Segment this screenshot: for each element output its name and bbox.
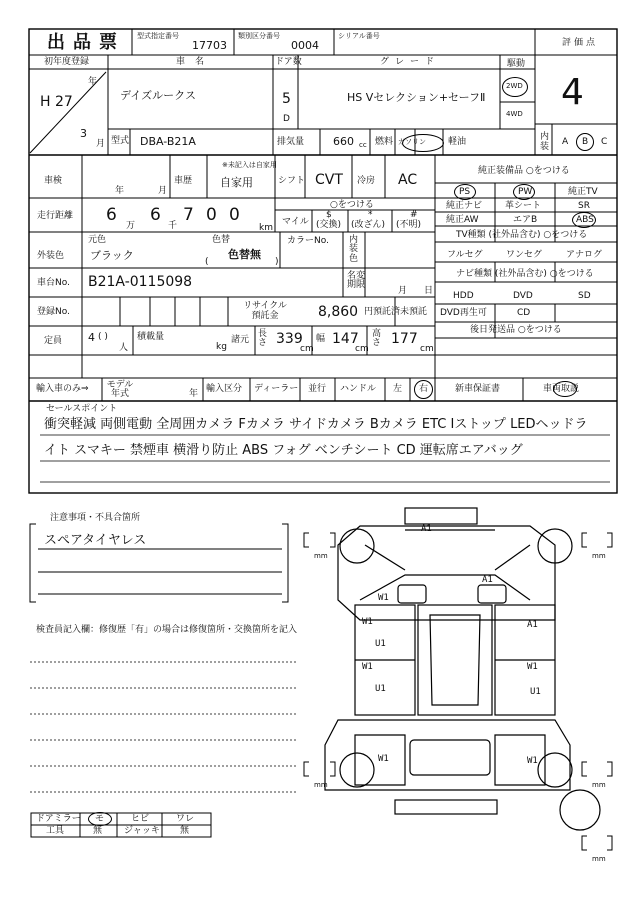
mileage-digit-1: 6 bbox=[106, 205, 117, 225]
recycle-unit: 円預託済 bbox=[364, 307, 401, 317]
width-cm: cm bbox=[355, 344, 369, 354]
navi-hdd: HDD bbox=[453, 291, 474, 301]
jack-none: 無 bbox=[180, 826, 190, 836]
cc-unit: cc bbox=[359, 141, 367, 149]
sales-line-1: 衝突軽減 両側電動 全周囲カメラ Fカメラ サイドカメラ Bカメラ ETC Iストップ LEDヘッドラ bbox=[44, 417, 588, 432]
orig-color-label: 元色 bbox=[88, 235, 107, 245]
km-unit: km bbox=[259, 223, 273, 233]
ac-label: 冷房 bbox=[357, 176, 376, 186]
drive-4wd: 4WD bbox=[506, 110, 523, 118]
equip-abs: ABS bbox=[576, 215, 594, 225]
capacity-person: 人 bbox=[119, 343, 129, 353]
mm-label-rl: mm bbox=[314, 781, 328, 789]
mileage-unit-sen: 千 bbox=[168, 221, 178, 231]
jack-label: ジャッキ bbox=[124, 826, 160, 836]
mark-w1-door-rl: W1 bbox=[362, 662, 373, 672]
car-name-label: 車名 bbox=[176, 57, 215, 67]
notes-line-1: スペアタイヤレス bbox=[44, 533, 147, 548]
equip-aw: 純正AW bbox=[446, 215, 479, 225]
selected-pw-circle bbox=[513, 184, 535, 200]
displacement: 660 bbox=[333, 135, 354, 148]
selected-handle-circle bbox=[414, 380, 433, 399]
history-value: 自家用 bbox=[220, 176, 253, 189]
mileage-digit-3: 7 bbox=[183, 205, 194, 225]
opt-unknown-sym: # bbox=[410, 210, 418, 220]
mark-u1-door-rr: U1 bbox=[530, 687, 541, 697]
mm-label-rr: mm bbox=[592, 781, 606, 789]
opt-exchange: (交換) bbox=[316, 220, 342, 230]
shift-value: CVT bbox=[315, 172, 343, 188]
repaint-label: 色替 bbox=[212, 235, 231, 245]
selected-mirror-circle bbox=[88, 812, 112, 826]
history-label: 車歴 bbox=[174, 176, 193, 186]
dims-label: 諸元 bbox=[231, 335, 250, 345]
capacity-value: 4 bbox=[88, 331, 95, 344]
tool-label: 工具 bbox=[46, 826, 65, 836]
page-title: 出品票 bbox=[47, 32, 125, 53]
capacity-label: 定員 bbox=[44, 336, 63, 346]
notes-label: 注意事項・不具合箇所 bbox=[50, 513, 141, 523]
mirror-hibi: ヒビ bbox=[131, 814, 150, 824]
sales-line-2: イト スマキー 禁煙車 横滑り防止 ABS フォグ ベンチシート CD 運転席エアバッグ bbox=[44, 443, 523, 458]
recycle-not: 未預託 bbox=[400, 307, 428, 317]
model-type-label: 型式 bbox=[111, 136, 130, 146]
tv-oneseg: ワンセグ bbox=[506, 250, 543, 260]
opt-tamper-sym: * bbox=[368, 210, 373, 220]
car-name: デイズルークス bbox=[120, 89, 197, 102]
capacity-paren: ( ) bbox=[98, 332, 108, 342]
mileage-digit-2: 6 bbox=[150, 205, 161, 225]
selected-interior-circle bbox=[576, 133, 594, 151]
opt-exchange-sym: $ bbox=[326, 210, 332, 220]
door-suffix: D bbox=[283, 114, 290, 124]
load-label: 積載量 bbox=[137, 332, 165, 342]
equip-leather: 革シート bbox=[505, 201, 542, 211]
equip-pw: PW bbox=[518, 187, 533, 197]
ship-title: 後日発送品 ○をつける bbox=[470, 325, 562, 335]
interior-color-label: 内装色 bbox=[349, 235, 359, 264]
import-dealer: ディーラー bbox=[254, 384, 299, 394]
mileage-label: 走行距離 bbox=[37, 211, 74, 221]
navi-title: ナビ種類 (社外品含む) ○をつける bbox=[456, 269, 594, 279]
height-value: 177 bbox=[391, 331, 418, 347]
mileage-mark-label: ○をつける bbox=[330, 200, 374, 210]
chassis-value: B21A-0115098 bbox=[88, 274, 193, 290]
length-label: 長さ bbox=[258, 329, 268, 349]
drive-2wd: 2WD bbox=[506, 82, 523, 90]
grade-label: グレード bbox=[380, 57, 441, 67]
history-note: ※未記入は自家用 bbox=[222, 161, 277, 169]
drive-label: 駆動 bbox=[507, 59, 526, 69]
diesel-label: 軽油 bbox=[448, 137, 467, 147]
inspection-month-unit: 月 bbox=[158, 186, 168, 196]
model-spec-label: 型式指定番号 bbox=[137, 32, 179, 40]
ship-manual: 車両取説 bbox=[543, 384, 580, 394]
first-reg-label: 初年度登録 bbox=[44, 57, 90, 67]
interior-c: C bbox=[601, 137, 608, 147]
doors-label: ドア数 bbox=[275, 57, 302, 67]
equip-sr: SR bbox=[578, 201, 590, 211]
opt-unknown: (不明) bbox=[396, 220, 422, 230]
reg-month: 3 bbox=[80, 127, 87, 140]
selected-abs-circle bbox=[572, 212, 596, 228]
regno-label: 登録No. bbox=[37, 307, 70, 317]
mileage-digit-5: 0 bbox=[229, 205, 240, 225]
dvd-play-label: DVD再生可 bbox=[440, 308, 487, 318]
ac-value: AC bbox=[398, 172, 418, 188]
tv-fullseg: フルセグ bbox=[447, 250, 483, 260]
selected-ps-circle bbox=[454, 184, 476, 200]
sales-label: セールスポイント bbox=[46, 404, 118, 414]
length-value: 339 bbox=[276, 331, 303, 347]
shift-label: シフト bbox=[278, 176, 306, 186]
era-year: H 27 bbox=[40, 94, 73, 110]
recycle-label: リサイクル預託金 bbox=[243, 301, 287, 321]
handle-label: ハンドル bbox=[340, 384, 377, 394]
model-type: DBA-B21A bbox=[140, 135, 196, 148]
mark-a1-door-fr: A1 bbox=[527, 620, 538, 630]
mm-label-fr: mm bbox=[592, 552, 606, 560]
width-value: 147 bbox=[332, 331, 359, 347]
category-label: 類別区分番号 bbox=[238, 32, 280, 40]
mark-a1-bumper: A1 bbox=[421, 524, 432, 534]
mark-a1-hood: A1 bbox=[482, 575, 493, 585]
mark-w1-door-rr: W1 bbox=[527, 662, 538, 672]
fuel-value: ガソリン bbox=[398, 138, 426, 146]
name-change-day: 日 bbox=[424, 286, 434, 296]
mark-u1-door-rl: U1 bbox=[375, 684, 386, 694]
selected-fuel-circle bbox=[402, 134, 444, 152]
repaint-close: ) bbox=[275, 257, 279, 267]
category-no: 0004 bbox=[291, 39, 319, 52]
import-type-label: 輸入区分 bbox=[206, 384, 243, 394]
name-change-label: 名変期限 bbox=[347, 271, 366, 291]
equip-ps: PS bbox=[459, 187, 471, 197]
mark-w1-rear-r: W1 bbox=[527, 756, 538, 766]
color-no-label: カラーNo. bbox=[287, 236, 329, 246]
recycle-value: 8,860 bbox=[318, 304, 359, 320]
chassis-label: 車台No. bbox=[37, 278, 70, 288]
inspector-label: 検査員記入欄：修復歴「有」の場合は修復箇所・交換箇所を記入 bbox=[36, 625, 298, 635]
orig-color: ブラック bbox=[90, 249, 134, 262]
equip-navi: 純正ナビ bbox=[446, 201, 483, 211]
tool-none: 無 bbox=[93, 826, 103, 836]
repaint-open: ( bbox=[205, 257, 209, 267]
repaint-value: 色替無 bbox=[228, 248, 261, 261]
model-year-unit: 年 bbox=[189, 389, 199, 399]
ship-warranty: 新車保証書 bbox=[455, 384, 501, 394]
interior-label: 内装 bbox=[540, 132, 550, 152]
equip-tv: 純正TV bbox=[568, 187, 598, 197]
displacement-label: 排気量 bbox=[277, 137, 305, 147]
import-parallel: 並行 bbox=[308, 384, 327, 394]
import-label: 輸入車のみ⇒ bbox=[36, 384, 89, 394]
navi-sd: SD bbox=[578, 291, 591, 301]
mark-w1-fender: W1 bbox=[378, 593, 389, 603]
mark-w1-rear-l: W1 bbox=[378, 754, 389, 764]
mark-w1-door-fl: W1 bbox=[362, 617, 373, 627]
selected-2wd-circle bbox=[502, 77, 528, 97]
fuel-label: 燃料 bbox=[375, 137, 394, 147]
mirror-label: ドアミラー bbox=[36, 814, 81, 824]
model-spec-no: 17703 bbox=[192, 39, 227, 52]
tv-title: TV種類 (社外品含む) ○をつける bbox=[456, 230, 588, 240]
grade-score-label: 評価点 bbox=[562, 38, 599, 48]
width-label: 幅 bbox=[316, 334, 326, 344]
handle-left: 左 bbox=[393, 384, 403, 394]
height-cm: cm bbox=[420, 344, 434, 354]
mileage-unit-man: 万 bbox=[126, 221, 136, 231]
load-kg: kg bbox=[216, 342, 227, 352]
mile-unit: マイル bbox=[282, 217, 309, 227]
tv-analog: アナログ bbox=[566, 250, 603, 260]
interior-a: A bbox=[562, 137, 569, 147]
equip-airbag: エアB bbox=[513, 215, 538, 225]
mark-u1-door-fl: U1 bbox=[375, 639, 386, 649]
height-label: 高さ bbox=[372, 329, 382, 349]
handle-right: 右 bbox=[419, 384, 429, 394]
mirror-ware: ワレ bbox=[176, 814, 195, 824]
grade-score: 4 bbox=[561, 72, 584, 113]
color-label: 外装色 bbox=[37, 251, 65, 261]
inspection-label: 車検 bbox=[44, 176, 63, 186]
navi-dvd: DVD bbox=[513, 291, 533, 301]
mileage-digit-4: 0 bbox=[206, 205, 217, 225]
doors: 5 bbox=[282, 91, 291, 107]
cd-label: CD bbox=[517, 308, 531, 318]
inspection-year-unit: 年 bbox=[115, 186, 125, 196]
length-cm: cm bbox=[300, 344, 314, 354]
opt-tamper: (改ざん) bbox=[351, 220, 386, 230]
mm-label-fl: mm bbox=[314, 552, 328, 560]
year-unit: 年 bbox=[88, 77, 98, 87]
grade: HS Vセレクション+セーフⅡ bbox=[347, 91, 486, 104]
mm-label-spare: mm bbox=[592, 855, 606, 863]
selected-manual-circle bbox=[553, 381, 577, 397]
interior-b: B bbox=[582, 137, 589, 147]
serial-label: シリアル番号 bbox=[338, 32, 380, 40]
mirror-motor: モ bbox=[95, 814, 105, 824]
equip-title: 純正装備品 ○をつける bbox=[478, 166, 570, 176]
model-year-label: モデル年式 bbox=[106, 380, 134, 400]
name-change-month: 月 bbox=[398, 286, 408, 296]
month-unit: 月 bbox=[96, 139, 106, 149]
